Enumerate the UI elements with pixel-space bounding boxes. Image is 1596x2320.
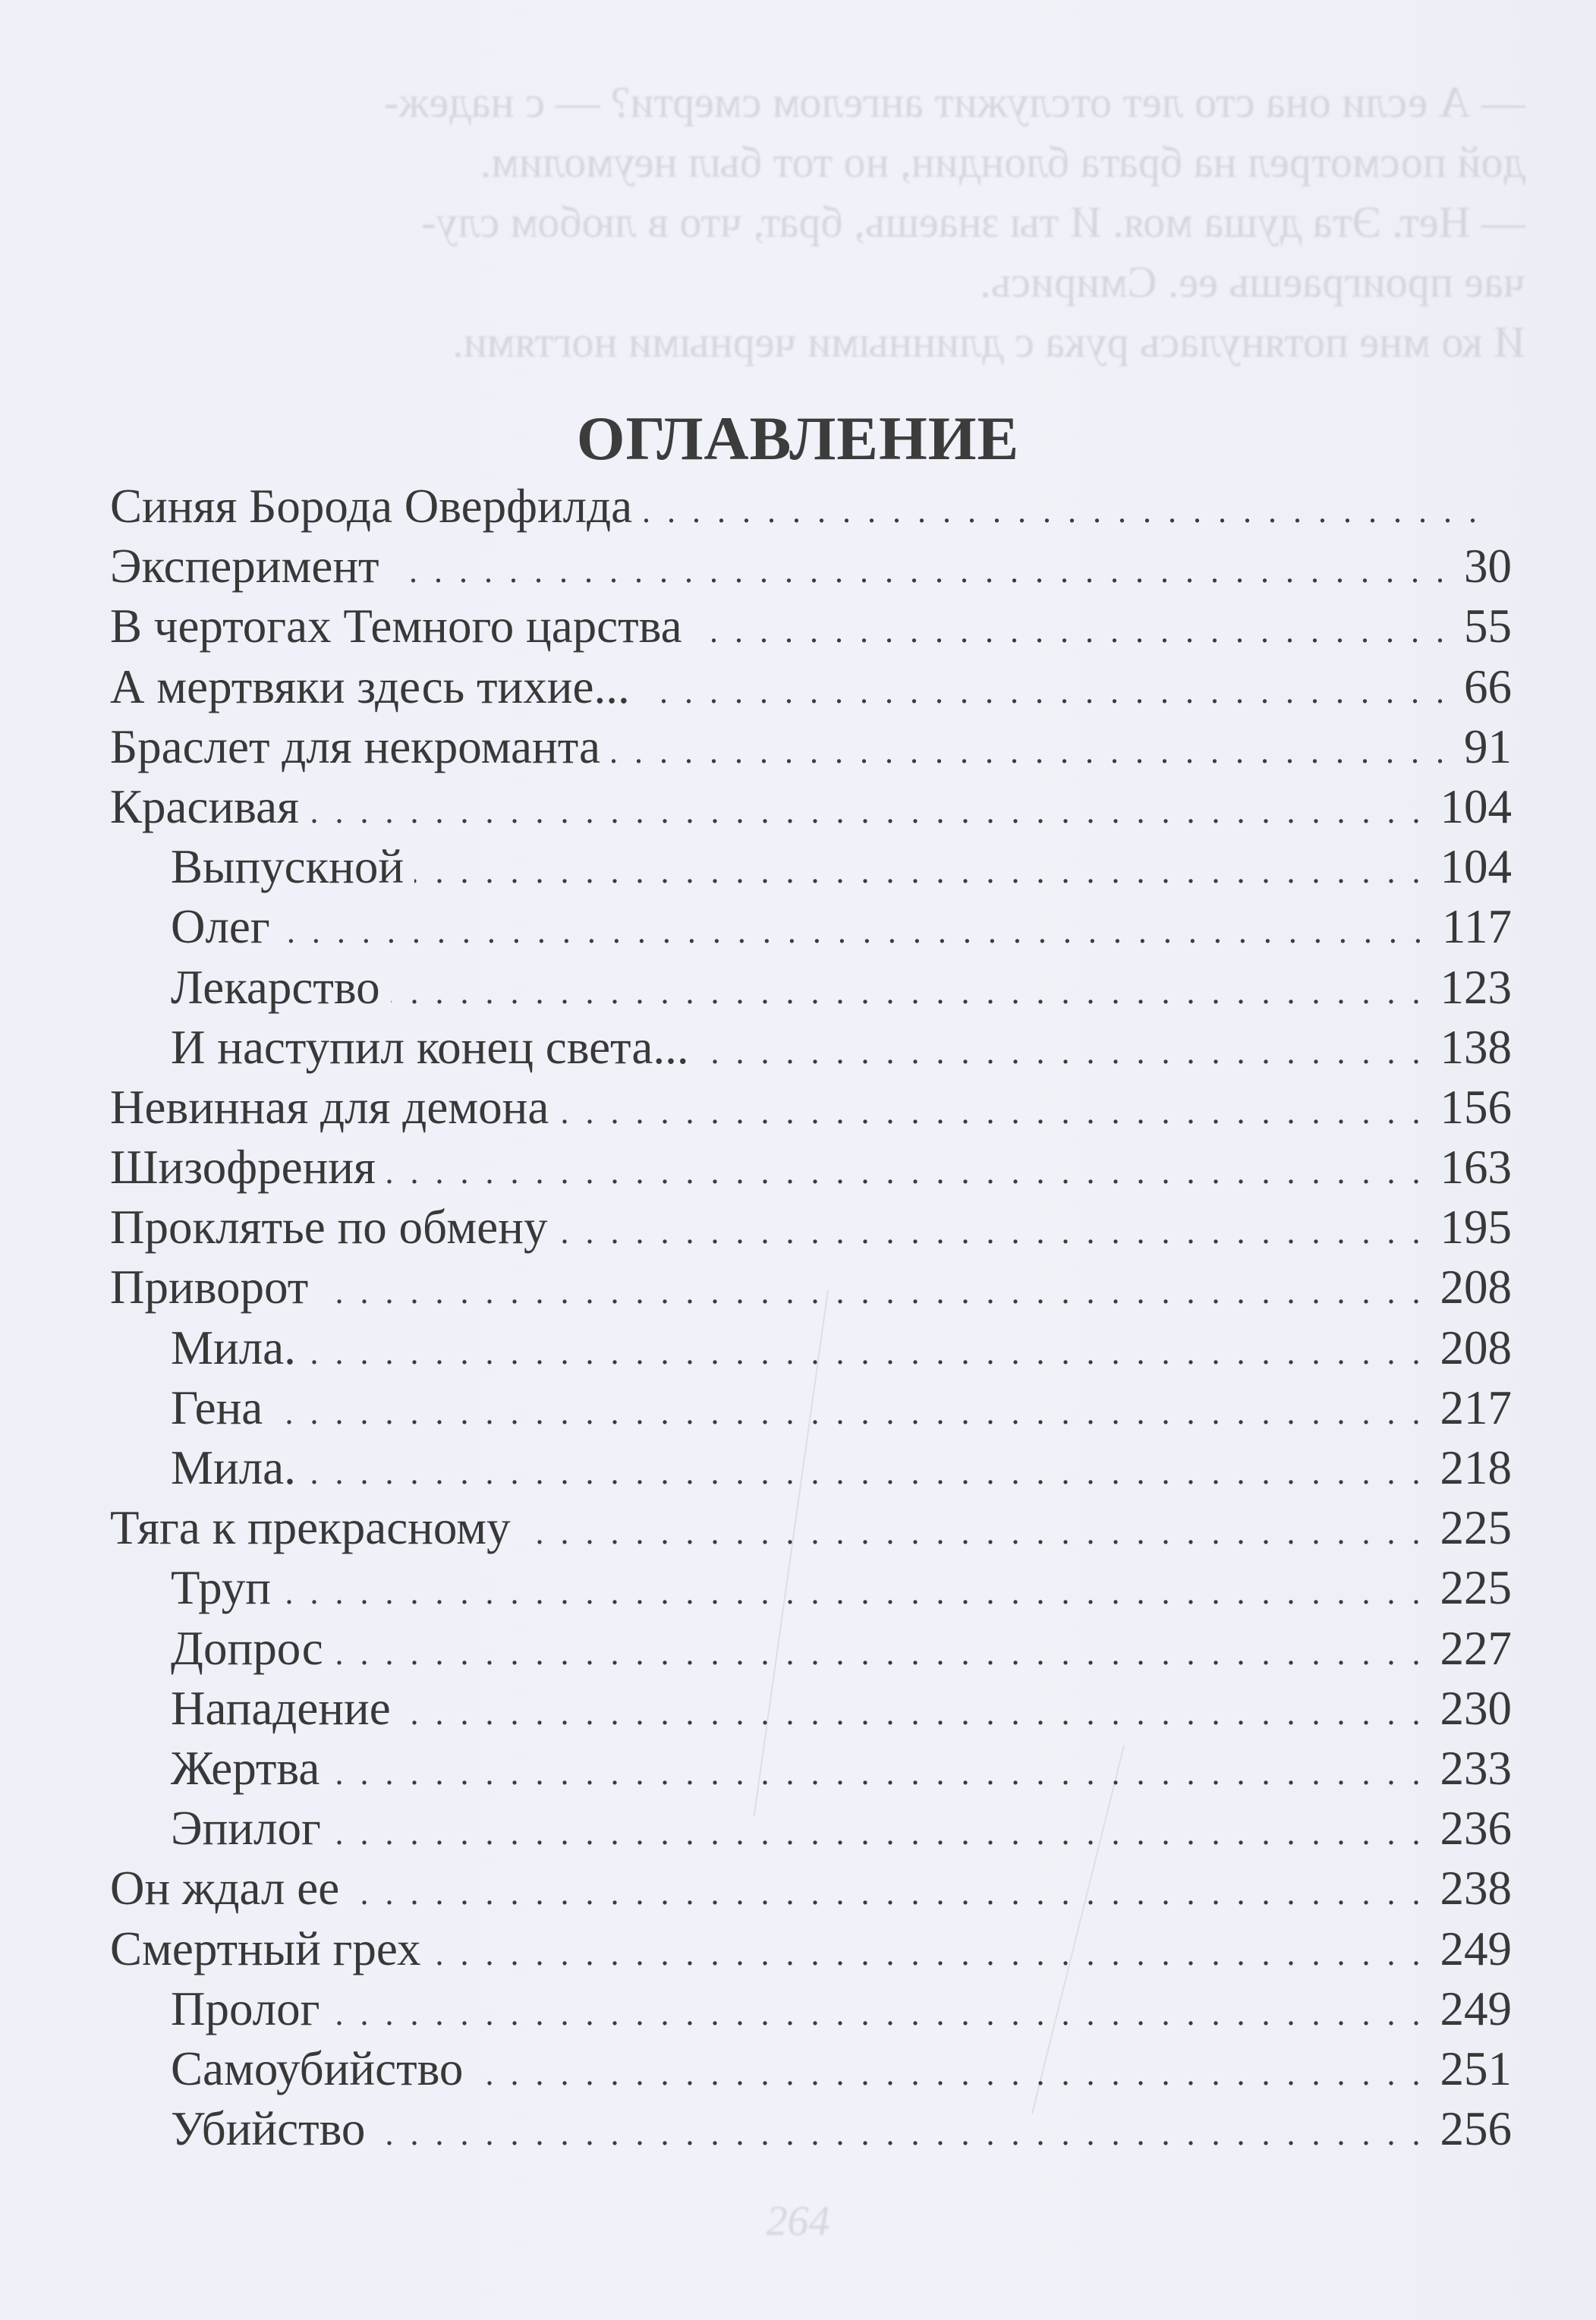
- toc-entry: [110, 1258, 1512, 1317]
- toc-entry-title: В чертогах Темного царства: [110, 600, 682, 653]
- toc-subentry: [110, 2099, 1512, 2159]
- toc-subentry: [110, 1378, 1512, 1438]
- dot-leader: [401, 1683, 1437, 1743]
- show-through-text: [114, 72, 1525, 372]
- toc-entry-title: Эпилог: [171, 1802, 321, 1856]
- toc-subentry: [110, 1739, 1512, 1799]
- dot-leader: [386, 1142, 1437, 1202]
- toc-entry-title: Допрос: [171, 1621, 323, 1675]
- dot-leader: [521, 1503, 1437, 1563]
- toc-entry: [110, 1078, 1512, 1138]
- toc-entry-title: Смертный грех: [110, 1922, 421, 1975]
- toc-entry-page-number: 208: [1440, 1261, 1512, 1314]
- page-number: 264: [766, 2198, 830, 2245]
- toc-entry-page-number: 163: [1440, 1141, 1512, 1195]
- toc-entry-page-number: 217: [1440, 1380, 1512, 1434]
- toc-entry-title: Синяя Борода Оверфилда: [110, 480, 633, 533]
- toc-entry-title: И наступил конец света...: [171, 1020, 689, 1074]
- toc-entry-page-number: 30: [1464, 540, 1512, 593]
- toc-entry-title: Проклятье по обмену: [110, 1201, 548, 1254]
- dot-leader: [310, 782, 1437, 842]
- toc-entry: [110, 1138, 1512, 1198]
- toc-entry-title: Самоубийство: [171, 2041, 464, 2095]
- toc-entry-title: Приворот: [110, 1261, 309, 1314]
- dot-leader: [558, 1202, 1437, 1262]
- toc-entry-title: Эксперимент: [110, 540, 379, 593]
- toc-entry-page-number: 227: [1440, 1621, 1512, 1675]
- dot-leader: [641, 662, 1461, 722]
- toc-entry-title: Выпускной: [171, 840, 405, 894]
- toc-entry: [110, 477, 1512, 537]
- dot-leader: [391, 962, 1437, 1022]
- toc-entry-title: Шизофрения: [110, 1141, 376, 1195]
- dot-leader: [330, 1743, 1437, 1803]
- toc-entry-title: Жертва: [171, 1741, 320, 1795]
- toc-subentry: [110, 837, 1512, 897]
- toc-entry-page-number: 156: [1440, 1080, 1512, 1134]
- toc-entry: [110, 1498, 1512, 1558]
- toc-entry-page-number: 138: [1440, 1020, 1512, 1074]
- toc-entry-title: Олег: [171, 900, 270, 954]
- toc-entry-page-number: 238: [1440, 1862, 1512, 1915]
- show-through-line: И ко мне потянулась рука с длинными черными ногтями.: [452, 317, 1525, 367]
- toc-subentry: [110, 1018, 1512, 1078]
- dot-leader: [330, 1984, 1437, 2044]
- toc-entry-page-number: 251: [1440, 2041, 1512, 2095]
- toc-entry: [110, 597, 1512, 656]
- toc-entry-page-number: 55: [1464, 600, 1512, 653]
- toc-entry-page-number: 249: [1440, 1922, 1512, 1975]
- toc-entry-page-number: 218: [1440, 1441, 1512, 1494]
- table-of-contents: [110, 477, 1512, 2159]
- dot-leader: [700, 1022, 1437, 1082]
- page-title: ОГЛАВЛЕНИЕ: [576, 403, 1020, 473]
- dot-leader: [432, 1924, 1437, 1984]
- toc-entry-title: Труп: [171, 1561, 271, 1615]
- toc-subentry: [110, 2039, 1512, 2099]
- toc-entry-title: Мила.: [171, 1441, 296, 1494]
- toc-entry-title: Тяга к прекрасному: [110, 1501, 511, 1555]
- toc-entry: [110, 1919, 1512, 1979]
- toc-entry-title: Лекарство: [171, 960, 380, 1014]
- toc-entry-title: Браслет для некроманта: [110, 719, 600, 773]
- toc-subentry: [110, 958, 1512, 1018]
- dot-leader: [307, 1443, 1437, 1503]
- toc-entry: [110, 657, 1512, 717]
- toc-entry: [110, 777, 1512, 837]
- toc-entry-page-number: 123: [1440, 960, 1512, 1014]
- toc-entry-page-number: 249: [1440, 1982, 1512, 2035]
- dot-leader: [282, 1563, 1437, 1623]
- toc-entry-title: Нападение: [171, 1681, 391, 1735]
- dot-leader: [332, 1803, 1437, 1863]
- toc-subentry: [110, 1679, 1512, 1739]
- toc-entry-title: Невинная для демона: [110, 1080, 549, 1134]
- dot-leader: [693, 601, 1461, 661]
- dot-leader: [273, 1383, 1437, 1443]
- show-through-line: дой посмотрел на брата блондин, но тот был неумолим.: [480, 137, 1525, 187]
- toc-subentry: [110, 1438, 1512, 1498]
- dot-leader: [643, 481, 1494, 541]
- toc-entry-page-number: 104: [1440, 840, 1512, 894]
- dot-leader: [281, 902, 1439, 962]
- toc-subentry: [110, 897, 1512, 957]
- toc-entry-page-number: 91: [1464, 719, 1512, 773]
- toc-subentry: [110, 1619, 1512, 1679]
- dot-leader: [350, 1863, 1437, 1923]
- toc-entry-title: Красивая: [110, 779, 300, 833]
- toc-subentry: [110, 1979, 1512, 2039]
- toc-entry-page-number: 225: [1440, 1561, 1512, 1615]
- toc-entry-page-number: 236: [1440, 1802, 1512, 1856]
- dot-leader: [390, 541, 1461, 601]
- dot-leader: [319, 1262, 1437, 1322]
- toc-entry-page-number: 104: [1440, 779, 1512, 833]
- show-through-line: — Нет. Эта душа моя. И ты знаешь, брат, что в любом слу-: [421, 197, 1525, 247]
- toc-entry-page-number: 117: [1441, 900, 1512, 954]
- toc-entry-title: Гена: [171, 1380, 263, 1434]
- toc-entry-page-number: 195: [1440, 1201, 1512, 1254]
- dot-leader: [376, 2104, 1437, 2164]
- toc-entry-page-number: 233: [1440, 1741, 1512, 1795]
- toc-entry-title: Мила.: [171, 1321, 296, 1374]
- show-through-line: чае проиграешь ее. Смирись.: [980, 257, 1525, 307]
- toc-subentry: [110, 1558, 1512, 1618]
- toc-subentry: [110, 1318, 1512, 1378]
- toc-entry-title: Убийство: [171, 2102, 366, 2156]
- toc-entry-page-number: 225: [1440, 1501, 1512, 1555]
- toc-entry-page-number: 230: [1440, 1681, 1512, 1735]
- toc-entry-title: А мертвяки здесь тихие...: [110, 659, 630, 713]
- toc-entry-page-number: 256: [1440, 2102, 1512, 2156]
- toc-entry-title: Он ждал ее: [110, 1862, 340, 1915]
- toc-entry: [110, 717, 1512, 777]
- dot-leader: [307, 1323, 1437, 1383]
- toc-entry-page-number: 208: [1440, 1321, 1512, 1374]
- toc-entry: [110, 537, 1512, 597]
- toc-entry-title: Пролог: [171, 1982, 320, 2035]
- dot-leader: [414, 842, 1437, 902]
- toc-subentry: [110, 1799, 1512, 1859]
- toc-entry: [110, 1198, 1512, 1258]
- toc-entry: [110, 1859, 1512, 1919]
- show-through-line: — А если она сто лет отслужит ангелом смерти? — с надеж-: [384, 77, 1525, 127]
- dot-leader: [611, 722, 1461, 782]
- dot-leader: [334, 1623, 1437, 1683]
- dot-leader: [559, 1082, 1437, 1142]
- toc-entry-page-number: 66: [1464, 659, 1512, 713]
- dot-leader: [474, 2044, 1437, 2104]
